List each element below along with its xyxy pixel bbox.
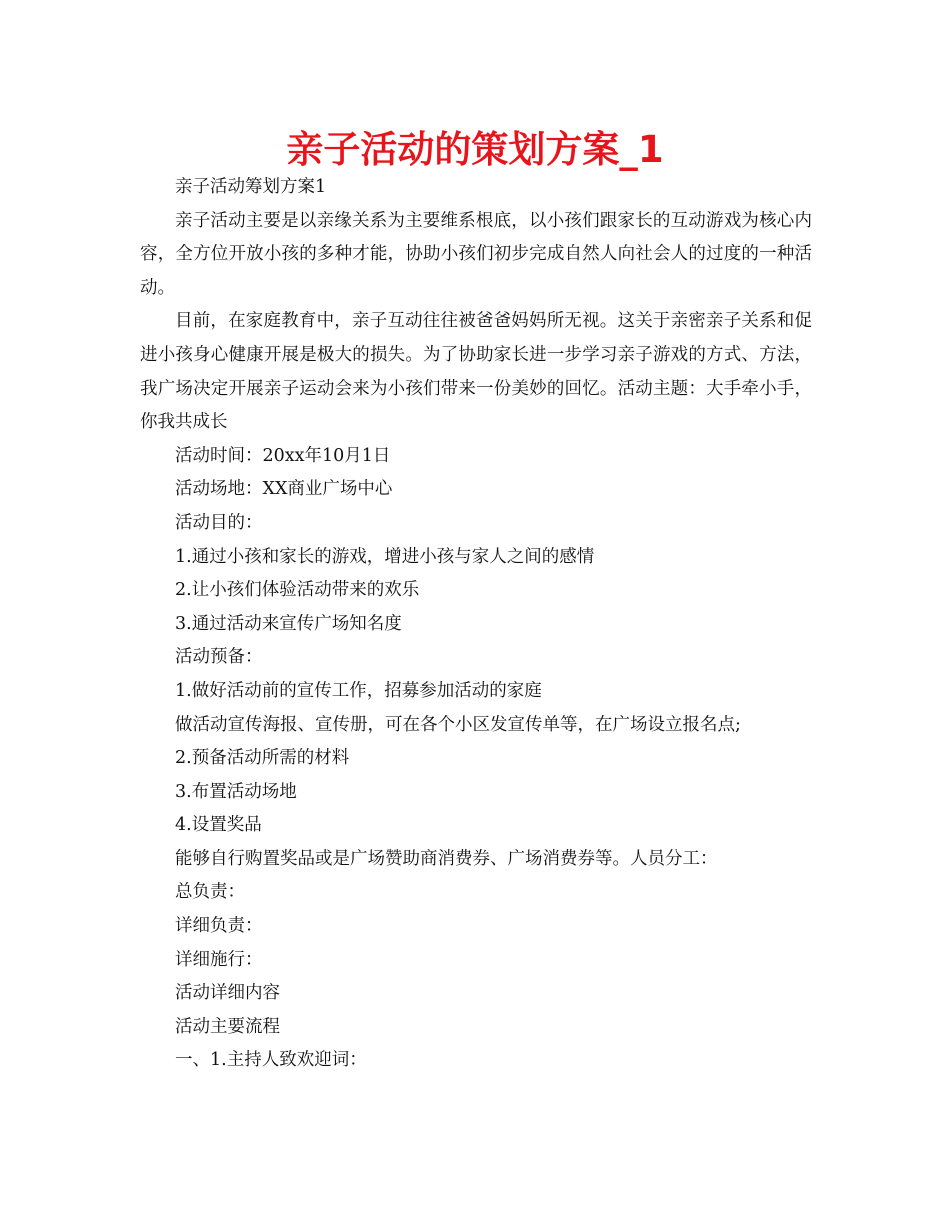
text-line: 活动预备： [175,647,263,668]
text-line: 4.设置奖品 [175,815,262,836]
document-body [140,171,812,1078]
text-line: 3.布置活动场地 [175,781,297,802]
text-line: 活动目的： [175,512,263,533]
text-line: 活动主要流程 [175,1016,280,1037]
document-title: 亲子活动的策划方案_1 [286,128,664,171]
paragraph: 目前，在家庭教育中，亲子互动往往被爸爸妈妈所无视。这关于亲密亲子关系和促进小孩身心健康开展是极大的损失。为了协助家长进一步学习亲子游戏的方式、方法，我广场决定开展亲子运动会来为小孩们带来一份美妙的回忆。活动主题：大手牵小手，你我共成长 [140,311,812,433]
text-line: 1.做好活动前的宣传工作，招募参加活动的家庭 [175,680,542,701]
text-line: 1.通过小孩和家长的游戏，增进小孩与家人之间的感情 [175,546,595,567]
text-line: 总负责： [175,882,245,903]
text-line: 3.通过活动来宣传广场知名度 [175,613,402,634]
document-subtitle: 亲子活动筹划方案1 [175,177,327,197]
text-line: 2.预备活动所需的材料 [175,748,350,769]
text-line: 活动详细内容 [175,983,280,1004]
text-line: 活动时间：20xx年10月1日 [175,445,391,466]
text-line: 能够自行购置奖品或是广场赞助商消费券、广场消费券等。人员分工： [175,848,718,869]
text-line: 一、1.主持人致欢迎词： [175,1050,367,1071]
text-line: 做活动宣传海报、宣传册，可在各个小区发宣传单等，在广场设立报名点; [175,714,741,735]
text-line: 详细施行： [175,949,263,970]
text-line: 2.让小孩们体验活动带来的欢乐 [175,580,420,601]
text-line: 活动场地：XX商业广场中心 [175,479,393,500]
paragraph: 亲子活动主要是以亲缘关系为主要维系根底，以小孩们跟家长的互动游戏为核心内容，全方位开放小孩的多种才能，协助小孩们初步完成自然人向社会人的过度的一种活动。 [140,210,812,298]
text-line: 详细负责： [175,916,263,937]
